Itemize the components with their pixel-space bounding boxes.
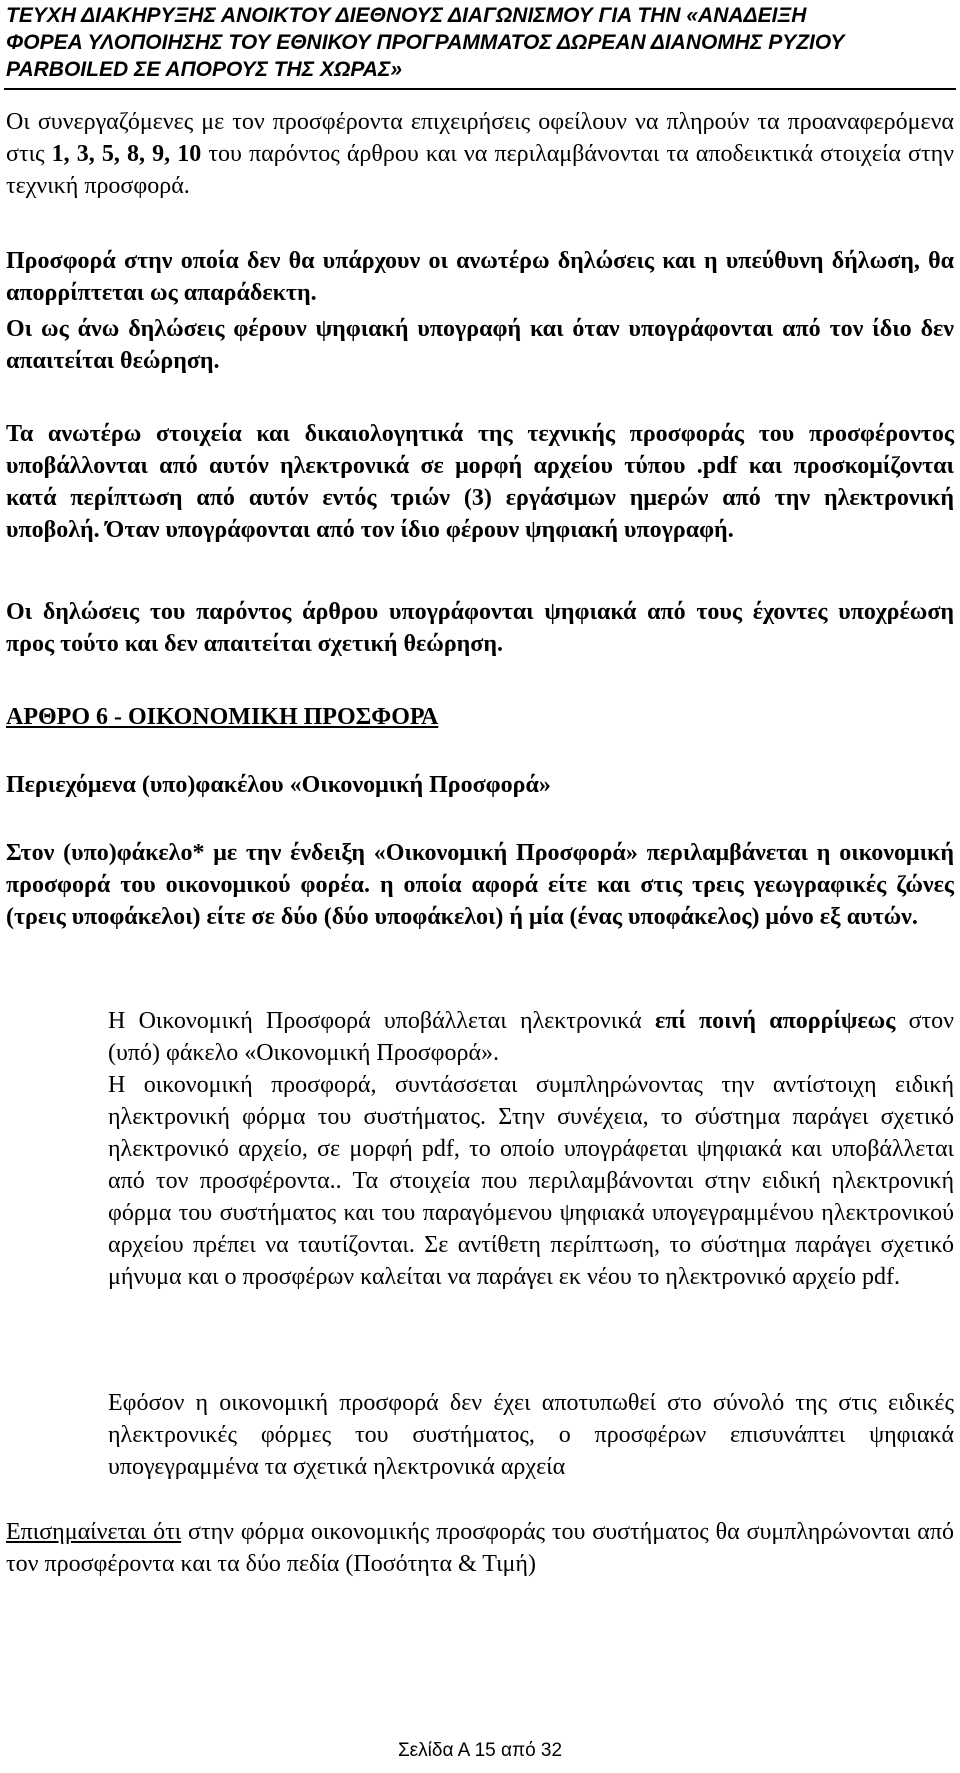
paragraph-note	[6, 1516, 954, 1580]
document-header-line-3: PARBOILED ΣΕ ΑΠΟΡΟΥΣ ΤΗΣ ΧΩΡΑΣ»	[6, 58, 403, 81]
paragraph-text: Η Οικονομική Προσφορά υποβάλλεται ηλεκτρονικά	[108, 1008, 655, 1034]
paragraph-rejection-notice: Προσφορά στην οποία δεν θα υπάρχουν οι ανωτέρω δηλώσεις και η υπεύθυνη δήλωση, θα απορρίπτεται ως απαράδεκτη.	[6, 248, 954, 306]
paragraph-bold-text: επί ποινή απορρίψεως	[654, 1008, 896, 1034]
paragraph-bold-text: 1, 3, 5, 8, 9, 10	[51, 141, 202, 167]
paragraph-financial-envelope: Στον (υπο)φάκελο* με την ένδειξη «Οικονομική Προσφορά» περιλαμβάνεται η οικονομική προσφορά του οικονομικού φορέα. η οποία αφορά είτε και στις τρεις γεωγραφικές ζώνες (τρεις υποφάκελοι) είτε σε δύο (δύο υποφάκελοι) ή μία (ένας υποφάκελος) μόνο εξ αυτών.	[6, 840, 954, 930]
document-header-line-2: ΦΟΡΕΑ ΥΛΟΠΟΙΗΣΗΣ ΤΟΥ ΕΘΝΙΚΟΥ ΠΡΟΓΡΑΜΜΑΤΟΣ ΔΩΡΕΑΝ ΔΙΑΝΟΜΗΣ ΡΥΖΙΟΥ	[6, 31, 845, 54]
paragraph-text: Οι συνεργαζόμενες με τον προσφέροντα επιχειρήσεις οφείλουν να πληρούν τα προαναφερόμενα στις	[6, 109, 954, 167]
note-label: Επισημαίνεται ότι	[6, 1519, 182, 1545]
document-header-line-1: ΤΕΥΧΗ ΔΙΑΚΗΡΥΞΗΣ ΑΝΟΙΚΤΟΥ ΔΙΕΘΝΟΥΣ ΔΙΑΓΩΝΙΣΜΟΥ ΓΙΑ ΤΗΝ «ΑΝΑΔΕΙΞΗ	[6, 4, 807, 27]
paragraph-partner-requirements	[6, 106, 954, 202]
paragraph-text: του παρόντος άρθρου και να περιλαμβάνονται τα αποδεικτικά στοιχεία στην τεχνική προσφορά.	[6, 141, 954, 199]
paragraph-text: στον (υπό) φάκελο «Οικονομική Προσφορά».	[108, 1008, 955, 1066]
page-number: Σελίδα Α 15 από 32	[397, 1740, 563, 1761]
header-divider	[4, 88, 956, 90]
article-heading: ΑΡΘΡΟ 6 - ΟΙΚΟΝΟΜΙΚΗ ΠΡΟΣΦΟΡΑ	[6, 704, 439, 730]
paragraph-electronic-submission	[108, 1005, 954, 1069]
paragraph-electronic-form: Η οικονομική προσφορά, συντάσσεται συμπληρώνοντας την αντίστοιχη ειδική ηλεκτρονική φόρμα του συστήματος. Στην συνέχεια, το σύστημα παράγει σχετικό ηλεκτρονικό αρχείο, σε μορφή pdf, το οποίο υπογράφεται ψηφιακά και υποβάλλεται από τον προσφέροντα.. Τα στοιχεία που περιλαμβάνονται στην ειδική ηλεκτρονική φόρμα του συστήματος και του παραγόμενου ψηφιακά υπογεγραμμένου ηλεκτρονικού αρχείου πρέπει να ταυτίζονται. Σε αντίθετη περίπτωση, το σύστημα παράγει σχετικό μήνυμα και ο προσφέρων καλείται να παράγει εκ νέου το ηλεκτρονικό αρχείο pdf.	[108, 1072, 954, 1290]
paragraph-digital-signature: Οι ως άνω δηλώσεις φέρουν ψηφιακή υπογραφή και όταν υπογράφονται από τον ίδιο δεν απαιτείται θεώρηση.	[6, 316, 954, 374]
paragraph-text: στην φόρμα οικονομικής προσφοράς του συστήματος θα συμπληρώνονται από τον προσφέροντα και τα δύο πεδία (Ποσότητα & Τιμή)	[6, 1519, 954, 1577]
paragraph-declarations: Οι δηλώσεις του παρόντος άρθρου υπογράφονται ψηφιακά από τους έχοντες υποχρέωση προς τούτο και δεν απαιτείται σχετική θεώρηση.	[6, 599, 954, 657]
paragraph-technical-submission: Τα ανωτέρω στοιχεία και δικαιολογητικά της τεχνικής προσφοράς του προσφέροντος υποβάλλονται από αυτόν ηλεκτρονικά σε μορφή αρχείου τύπου .pdf και προσκομίζονται κατά περίπτωση από αυτόν εντός τριών (3) εργάσιμων ημερών από την ηλεκτρονική υποβολή. Όταν υπογράφονται από τον ίδιο φέρουν ψηφιακή υπογραφή.	[6, 421, 954, 543]
paragraph-attachments: Εφόσον η οικονομική προσφορά δεν έχει αποτυπωθεί στο σύνολό της στις ειδικές ηλεκτρονικές φόρμες του συστήματος, ο προσφέρων επισυνάπτει ψηφιακά υπογεγραμμένα τα σχετικά ηλεκτρονικά αρχεία	[108, 1390, 954, 1480]
section-subheading: Περιεχόμενα (υπο)φακέλου «Οικονομική Προσφορά»	[6, 772, 551, 798]
